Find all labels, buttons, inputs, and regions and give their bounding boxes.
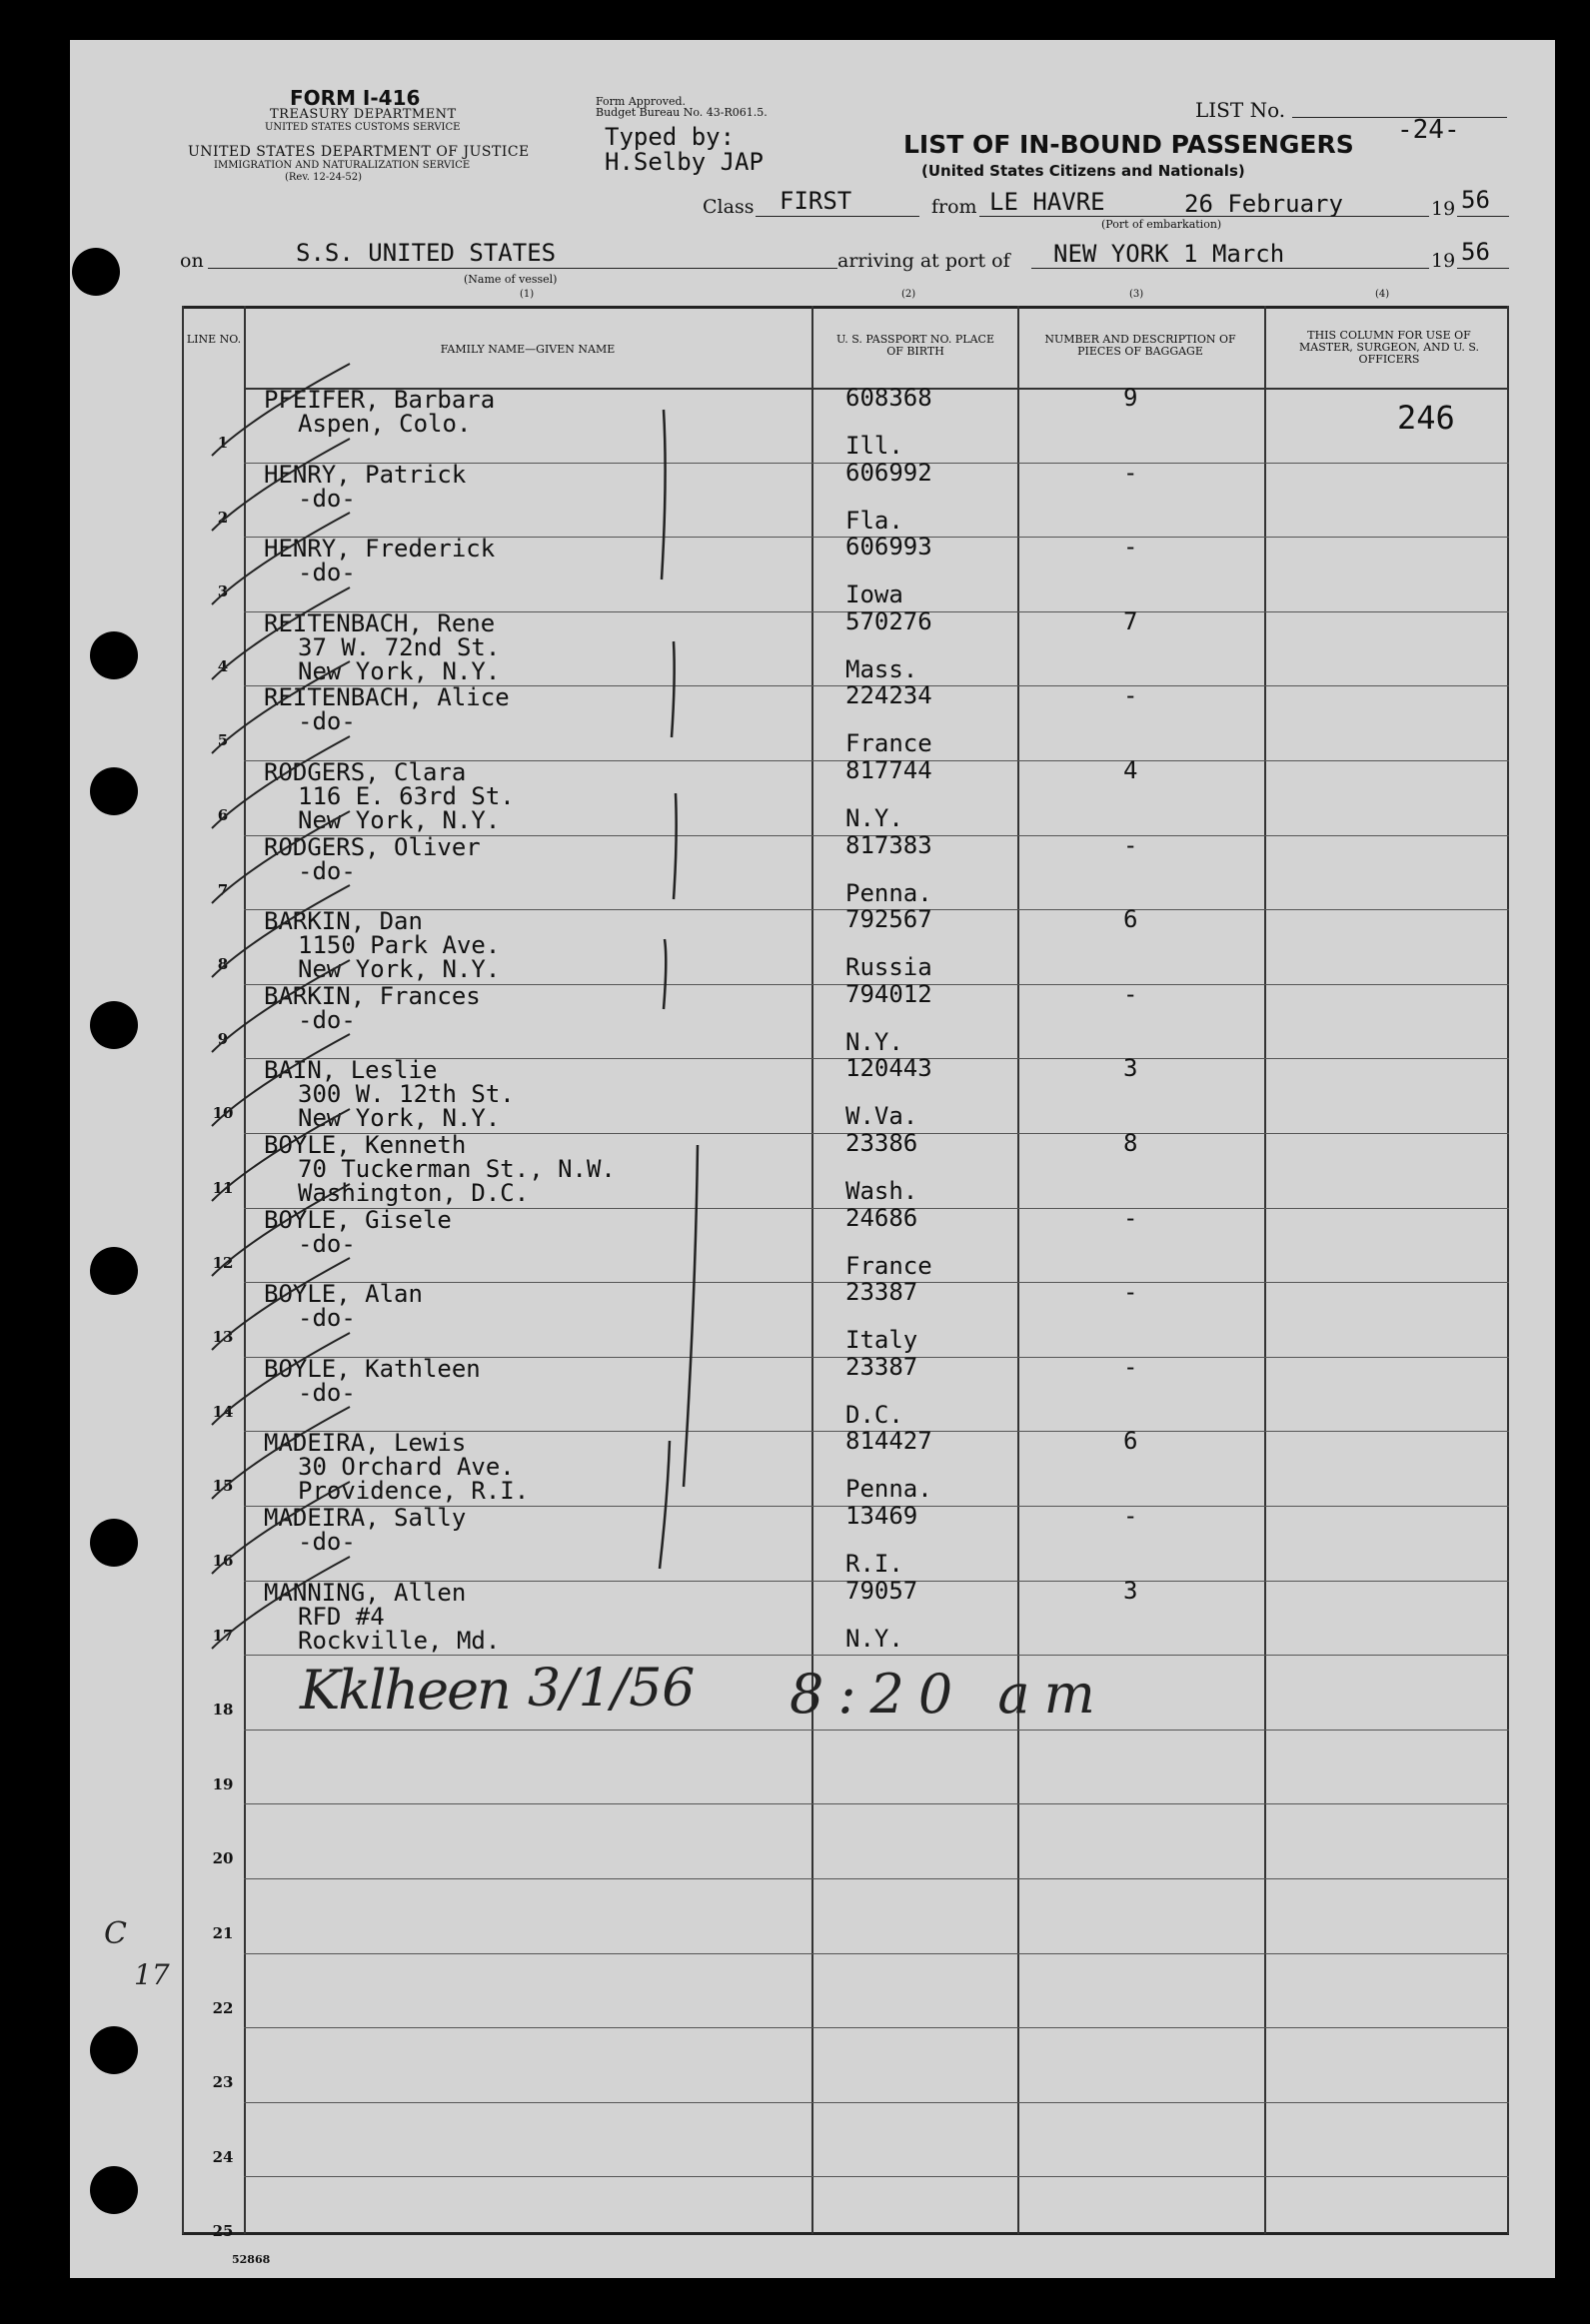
line-number: 12	[212, 1254, 234, 1272]
address-line-1: -do-	[298, 1006, 356, 1034]
baggage-count: -	[1123, 1278, 1138, 1306]
form-approved: Form Approved.	[596, 95, 687, 108]
baggage-count: 3	[1123, 1054, 1138, 1082]
passport-number: 23387	[845, 1353, 918, 1381]
punch-hole	[90, 2166, 138, 2214]
passenger-name: PFEIFER, Barbara	[264, 386, 496, 414]
baggage-count: -	[1123, 533, 1138, 561]
passenger-name: BARKIN, Frances	[264, 982, 481, 1010]
address-line-1: -do-	[298, 559, 356, 586]
passenger-name: BOYLE, Kenneth	[264, 1131, 467, 1159]
baggage-count: 4	[1123, 756, 1138, 784]
punch-hole	[72, 248, 120, 296]
place-of-birth: W.Va.	[845, 1102, 918, 1130]
class-line	[756, 216, 919, 217]
line-number: 15	[212, 1477, 234, 1495]
line-number: 23	[212, 2073, 234, 2091]
place-of-birth: Penna.	[845, 1475, 932, 1503]
baggage-divider	[1264, 306, 1266, 2234]
passenger-name: BARKIN, Dan	[264, 907, 423, 935]
passport-number: 23387	[845, 1278, 918, 1306]
form-code: 52868	[232, 2253, 271, 2266]
row-line	[244, 1730, 1509, 1731]
from-date: 26 February	[1184, 190, 1343, 218]
address-line-1: -do-	[298, 1528, 356, 1556]
line-number: 7	[217, 881, 229, 899]
arriving-label: arriving at port of	[837, 250, 1010, 272]
passenger-name: REITENBACH, Alice	[264, 683, 510, 711]
passport-number: 606993	[845, 533, 932, 561]
baggage-count: 3	[1123, 1577, 1138, 1605]
vessel-line	[208, 268, 837, 269]
address-line-1: 30 Orchard Ave.	[298, 1453, 515, 1481]
passport-number: 792567	[845, 905, 932, 933]
row-line	[244, 2176, 1509, 2177]
officer-note: 246	[1397, 399, 1455, 437]
arrival-port-date: NEW YORK 1 March	[1053, 240, 1285, 268]
passenger-name: RODGERS, Oliver	[264, 833, 481, 861]
place-of-birth: Mass.	[845, 655, 918, 683]
column-1-label: (1)	[520, 289, 535, 300]
row-line	[244, 1655, 1509, 1656]
passenger-name: MADEIRA, Lewis	[264, 1429, 467, 1457]
address-line-2: Providence, R.I.	[298, 1477, 530, 1505]
punch-hole	[90, 767, 138, 815]
from-port: LE HAVRE	[989, 188, 1105, 216]
place-of-birth: Ill.	[845, 432, 903, 460]
baggage-count: 8	[1123, 1129, 1138, 1157]
line-number: 11	[212, 1179, 234, 1197]
punch-hole	[90, 1519, 138, 1567]
arrival-line	[1031, 268, 1429, 269]
agency-treasury: TREASURY DEPARTMENT	[270, 107, 457, 122]
table-left-border	[182, 306, 184, 2234]
punch-hole	[90, 1247, 138, 1295]
line-number: 6	[217, 806, 229, 824]
line-number: 14	[212, 1403, 234, 1421]
line-number: 20	[212, 1849, 234, 1867]
place-of-birth: France	[845, 729, 932, 757]
year-line-1	[1457, 216, 1509, 217]
year-1: 56	[1461, 186, 1490, 214]
vessel-name: S.S. UNITED STATES	[296, 239, 557, 267]
address-line-2: Washington, D.C.	[298, 1179, 530, 1207]
baggage-count: 9	[1123, 384, 1138, 412]
baggage-count: 6	[1123, 905, 1138, 933]
on-label: on	[180, 250, 204, 272]
baggage-count: -	[1123, 459, 1138, 487]
address-line-1: 1150 Park Ave.	[298, 931, 501, 959]
table-top-border	[182, 306, 1509, 309]
passport-number: 24686	[845, 1204, 918, 1232]
passport-divider	[1017, 306, 1019, 2234]
place-of-birth: N.Y.	[845, 1625, 903, 1653]
year-prefix-1: 19	[1431, 198, 1456, 220]
address-line-1: 300 W. 12th St.	[298, 1080, 515, 1108]
baggage-count: -	[1123, 1353, 1138, 1381]
page-subtitle: (United States Citizens and Nationals)	[921, 162, 1245, 180]
agency-customs: UNITED STATES CUSTOMS SERVICE	[265, 122, 461, 133]
place-of-birth: N.Y.	[845, 1028, 903, 1056]
row-line	[244, 1803, 1509, 1804]
passenger-name: BOYLE, Alan	[264, 1280, 423, 1308]
passenger-name: BOYLE, Gisele	[264, 1206, 452, 1234]
passport-number: 814427	[845, 1427, 932, 1455]
place-of-birth: Italy	[845, 1326, 918, 1354]
row-line	[244, 1953, 1509, 1954]
passenger-name: RODGERS, Clara	[264, 758, 467, 786]
address-line-1: Aspen, Colo.	[298, 410, 472, 438]
place-of-birth: Wash.	[845, 1177, 918, 1205]
table-right-border	[1507, 306, 1509, 2234]
line-number: 25	[212, 2222, 234, 2240]
year-prefix-2: 19	[1431, 250, 1456, 272]
margin-note-17: 17	[134, 1958, 170, 1991]
line-number: 18	[212, 1701, 234, 1719]
address-line-1: -do-	[298, 485, 356, 513]
address-line-2: New York, N.Y.	[298, 806, 501, 834]
agency-immigration: IMMIGRATION AND NATURALIZATION SERVICE	[214, 160, 471, 171]
row-line	[244, 2027, 1509, 2028]
typed-by-label: Typed by:	[605, 123, 736, 151]
form-number: FORM I-416	[290, 86, 421, 110]
header-name: FAMILY NAME—GIVEN NAME	[440, 343, 616, 356]
margin-note-c: C	[104, 1916, 127, 1951]
from-label: from	[931, 196, 977, 218]
row-line	[244, 1878, 1509, 1879]
line-number: 13	[212, 1328, 234, 1346]
page-title: LIST OF IN-BOUND PASSENGERS	[903, 130, 1354, 159]
passport-number: 606992	[845, 459, 932, 487]
line-number: 17	[212, 1627, 234, 1645]
line-number: 3	[217, 582, 229, 600]
address-line-1: 116 E. 63rd St.	[298, 782, 515, 810]
address-line-1: -do-	[298, 857, 356, 885]
place-of-birth: France	[845, 1252, 932, 1280]
passenger-name: BAIN, Leslie	[264, 1056, 438, 1084]
baggage-count: -	[1123, 1204, 1138, 1232]
vessel-caption: (Name of vessel)	[464, 273, 558, 286]
column-3-label: (3)	[1129, 289, 1144, 300]
header-officers: THIS COLUMN FOR USE OF MASTER, SURGEON, AND U. S. OFFICERS	[1298, 329, 1479, 366]
line-number: 5	[217, 731, 229, 749]
address-line-1: -do-	[298, 1230, 356, 1258]
baggage-count: -	[1123, 980, 1138, 1008]
passport-number: 23386	[845, 1129, 918, 1157]
place-of-birth: N.Y.	[845, 804, 903, 832]
place-of-birth: R.I.	[845, 1550, 903, 1578]
place-of-birth: Russia	[845, 953, 932, 981]
header-passport: U. S. PASSPORT NO. PLACE OF BIRTH	[835, 333, 995, 358]
list-no-value: -24-	[1397, 115, 1460, 145]
line-number: 24	[212, 2148, 234, 2166]
passport-number: 120443	[845, 1054, 932, 1082]
passport-number: 224234	[845, 681, 932, 709]
baggage-count: 7	[1123, 607, 1138, 635]
place-of-birth: Penna.	[845, 879, 932, 907]
address-line-2: Rockville, Md.	[298, 1627, 501, 1655]
line-number: 1	[217, 434, 229, 452]
class-label: Class	[703, 196, 755, 218]
typist-name: H.Selby JAP	[605, 148, 764, 176]
baggage-count: -	[1123, 1502, 1138, 1530]
inspection-time: 8:20 am	[790, 1663, 1109, 1726]
baggage-count: -	[1123, 681, 1138, 709]
place-of-birth: Iowa	[845, 581, 903, 608]
address-line-2: New York, N.Y.	[298, 1104, 501, 1132]
passenger-name: BOYLE, Kathleen	[264, 1355, 481, 1383]
address-line-1: -do-	[298, 1304, 356, 1332]
line-number: 10	[212, 1104, 234, 1122]
revision-date: (Rev. 12-24-52)	[285, 172, 363, 183]
passenger-name: MADEIRA, Sally	[264, 1504, 467, 1532]
column-4-label: (4)	[1375, 289, 1390, 300]
class-value: FIRST	[780, 187, 852, 215]
place-of-birth: Fla.	[845, 507, 903, 535]
year-2: 56	[1461, 238, 1490, 266]
line-number: 16	[212, 1552, 234, 1570]
passenger-name: HENRY, Patrick	[264, 461, 467, 489]
header-line-no: LINE NO.	[186, 333, 242, 346]
address-line-2: New York, N.Y.	[298, 657, 501, 685]
baggage-count: -	[1123, 831, 1138, 859]
column-2-label: (2)	[901, 289, 916, 300]
address-line-1: -do-	[298, 1379, 356, 1407]
address-line-1: 37 W. 72nd St.	[298, 633, 501, 661]
line-number: 8	[217, 955, 229, 973]
place-of-birth: D.C.	[845, 1401, 903, 1429]
name-divider	[811, 306, 813, 2234]
passport-number: 817383	[845, 831, 932, 859]
list-no-label: LIST No.	[1195, 98, 1286, 122]
punch-hole	[90, 2026, 138, 2074]
punch-hole	[90, 631, 138, 679]
line-number: 4	[217, 657, 229, 675]
passenger-name: HENRY, Frederick	[264, 535, 496, 563]
agency-justice: UNITED STATES DEPARTMENT OF JUSTICE	[188, 144, 530, 160]
inspector-signature: Kklheen	[300, 1659, 510, 1722]
address-line-1: RFD #4	[298, 1603, 385, 1631]
passport-number: 608368	[845, 384, 932, 412]
line-number: 22	[212, 1999, 234, 2017]
row-line	[244, 2102, 1509, 2103]
passenger-name: MANNING, Allen	[264, 1579, 467, 1607]
header-baggage: NUMBER AND DESCRIPTION OF PIECES OF BAGGAGE	[1044, 333, 1236, 358]
line-number: 19	[212, 1775, 234, 1793]
inspection-date: 3/1/56	[528, 1659, 696, 1719]
line-number: 21	[212, 1924, 234, 1942]
passport-number: 13469	[845, 1502, 918, 1530]
baggage-count: 6	[1123, 1427, 1138, 1455]
year-line-2	[1457, 268, 1509, 269]
passport-number: 570276	[845, 607, 932, 635]
line-number: 2	[217, 509, 229, 527]
address-line-1: -do-	[298, 707, 356, 735]
port-caption: (Port of embarkation)	[1101, 218, 1222, 231]
address-line-2: New York, N.Y.	[298, 955, 501, 983]
passenger-name: REITENBACH, Rene	[264, 609, 496, 637]
passport-number: 79057	[845, 1577, 918, 1605]
punch-hole	[90, 1001, 138, 1049]
address-line-1: 70 Tuckerman St., N.W.	[298, 1155, 616, 1183]
budget-bureau: Budget Bureau No. 43-R061.5.	[596, 106, 768, 119]
table-bottom-border	[182, 2232, 1509, 2235]
passport-number: 794012	[845, 980, 932, 1008]
passport-number: 817744	[845, 756, 932, 784]
line-number: 9	[217, 1030, 229, 1048]
